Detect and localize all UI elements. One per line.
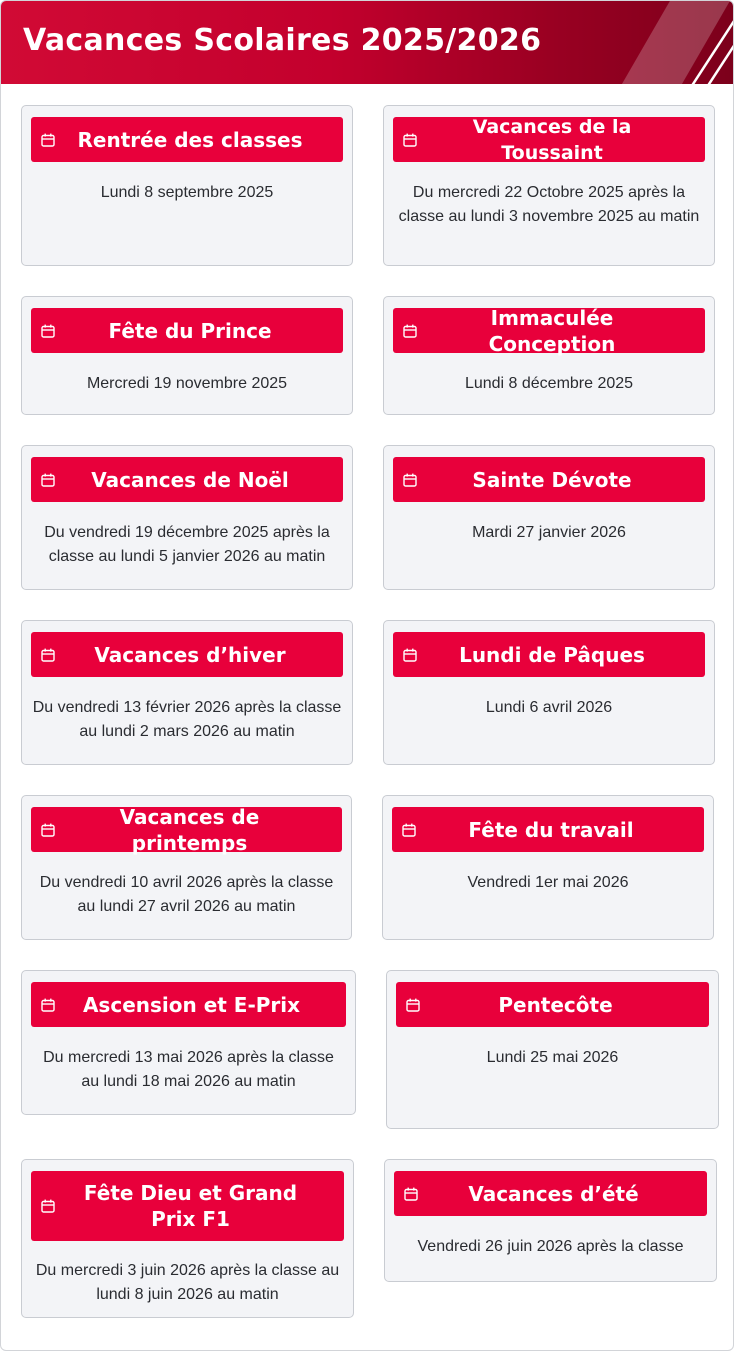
event-card-header <box>31 632 343 677</box>
event-card <box>21 620 353 765</box>
header-banner <box>1 1 733 84</box>
event-card <box>383 620 715 765</box>
event-card <box>382 795 714 940</box>
event-date: Du vendredi 13 février 2026 après la classe au lundi 2 mars 2026 au matin <box>32 699 342 740</box>
event-title: Sainte Dévote <box>472 467 632 492</box>
event-title: Vacances d’hiver <box>94 642 286 667</box>
event-card <box>21 105 353 266</box>
event-date: Du vendredi 10 avril 2026 après la classe au lundi 27 avril 2026 au matin <box>39 874 334 915</box>
calendar-icon <box>402 823 416 837</box>
event-date: Vendredi 1er mai 2026 <box>467 874 629 891</box>
event-card-header <box>31 1171 344 1241</box>
event-card-header <box>393 457 705 502</box>
header-decoration <box>601 1 733 84</box>
event-date: Lundi 8 septembre 2025 <box>100 184 274 201</box>
event-title: Lundi de Pâques <box>459 642 645 667</box>
event-date: Du mercredi 13 mai 2026 après la classe au lundi 18 mai 2026 au matin <box>43 1049 334 1090</box>
event-card <box>383 105 715 266</box>
event-date: Lundi 25 mai 2026 <box>486 1049 619 1066</box>
calendar-icon <box>403 473 417 487</box>
event-title: Fête Dieu et Grand Prix F1 <box>83 1181 298 1231</box>
event-title: Fête du Prince <box>108 318 272 343</box>
event-card-header <box>393 117 705 162</box>
calendar-icon <box>403 648 417 662</box>
event-card <box>21 296 353 415</box>
event-card-header <box>396 982 709 1027</box>
calendar-icon <box>403 133 417 147</box>
event-title: Fête du travail <box>468 817 634 842</box>
event-card <box>386 970 719 1129</box>
calendar-icon <box>41 998 55 1012</box>
event-card-header <box>392 807 704 852</box>
event-title: Vacances d’été <box>468 1181 639 1206</box>
event-title: Ascension et E-Prix <box>82 992 301 1017</box>
event-date: Du vendredi 19 décembre 2025 après la classe au lundi 5 janvier 2026 au matin <box>44 524 330 565</box>
event-card <box>21 445 353 590</box>
calendar-icon <box>41 823 55 837</box>
event-card-header <box>393 305 705 356</box>
event-date: Vendredi 26 juin 2026 après la classe <box>417 1238 684 1255</box>
event-card-header <box>394 1171 707 1216</box>
calendar-icon <box>403 324 417 338</box>
event-card <box>21 1159 354 1318</box>
event-card <box>383 296 715 415</box>
event-date: Lundi 8 décembre 2025 <box>464 375 634 392</box>
event-card-header <box>31 457 343 502</box>
event-title: Immaculée Conception <box>488 305 616 356</box>
calendar-icon <box>41 648 55 662</box>
calendar-icon <box>41 473 55 487</box>
event-date: Du mercredi 22 Octobre 2025 après la classe au lundi 3 novembre 2025 au matin <box>398 184 700 225</box>
event-date: Mardi 27 janvier 2026 <box>472 524 626 541</box>
event-title: Vacances de Noël <box>91 467 289 492</box>
event-card <box>383 445 715 590</box>
calendar-icon <box>41 1199 55 1213</box>
event-card-header <box>393 632 705 677</box>
page-title: Vacances Scolaires 2025/2026 <box>23 23 542 58</box>
event-card-header <box>31 308 343 353</box>
event-date: Lundi 6 avril 2026 <box>485 699 613 716</box>
event-card-header <box>31 804 342 855</box>
calendar-icon <box>406 998 420 1012</box>
event-date: Du mercredi 3 juin 2026 après la classe au lundi 8 juin 2026 au matin <box>35 1262 340 1303</box>
event-title: Vacances de printemps <box>119 804 260 855</box>
event-card <box>21 970 356 1115</box>
event-card <box>384 1159 717 1282</box>
event-title: Vacances de la Toussaint <box>472 115 632 164</box>
calendar-icon <box>41 324 55 338</box>
calendar-icon <box>41 133 55 147</box>
event-card-header <box>31 982 346 1027</box>
event-date: Mercredi 19 novembre 2025 <box>86 375 288 392</box>
event-title: Pentecôte <box>498 992 613 1017</box>
event-title: Rentrée des classes <box>77 127 303 152</box>
event-card <box>21 795 352 940</box>
event-card-header <box>31 117 343 162</box>
calendar-icon <box>404 1187 418 1201</box>
